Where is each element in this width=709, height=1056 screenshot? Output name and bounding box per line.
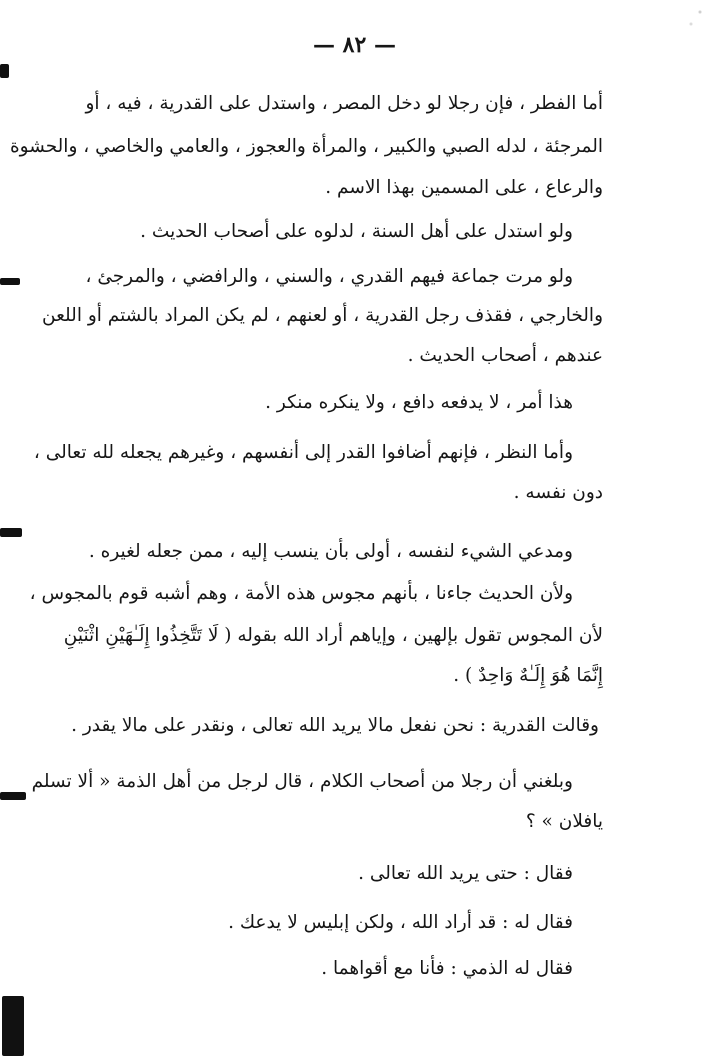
text-line: ولو مرت جماعة فيهم القدري ، والسني ، والرافضي ، والمرجئ ، [85,266,573,287]
text-line: عندهم ، أصحاب الحديث . [407,345,603,366]
text-line: والخارجي ، فقذف رجل القدرية ، أو لعنهم ، لم يكن المراد بالشتم أو اللعن [42,305,603,326]
text-line: فقال له الذمي : فأنا مع أقواهما . [321,958,573,979]
binding-mark-5 [2,996,24,1056]
text-line: أما الفطر ، فإن رجلا لو دخل المصر ، واستدل على القدرية ، فيه ، أو [85,93,603,114]
text-line: وأما النظر ، فإنهم أضافوا القدر إلى أنفسهم ، وغيرهم يجعله لله تعالى ، [33,442,573,463]
binding-mark-3 [0,528,22,537]
text-line: فقال : حتى يريد الله تعالى . [358,863,573,884]
text-line: لأن المجوس تقول بإلهين ، وإياهم أراد الله بقوله ( لَا تَتَّخِذُوا إِلَـٰهَيْنِ اثْنَيْنِ [63,625,603,646]
text-line: المرجئة ، لدله الصبي والكبير ، والمرأة والعجوز ، والعامي والخاصي ، والحشوة [9,136,603,157]
binding-mark-2 [0,278,20,285]
text-line: يافلان » ؟ [525,811,603,832]
text-line: وبلغني أن رجلا من أصحاب الكلام ، قال لرجل من أهل الذمة « ألا تسلم [31,771,573,792]
text-line: دون نفسه . [513,482,603,503]
text-line: ومدعي الشيء لنفسه ، أولى بأن ينسب إليه ، ممن جعله لغيره . [88,541,573,562]
binding-mark-1 [0,64,9,78]
text-line: والرعاع ، على المسمين بهذا الاسم . [325,177,603,198]
text-line: ولو استدل على أهل السنة ، لدلوه على أصحاب الحديث . [140,221,573,242]
text-line: وقالت القدرية : نحن نفعل مالا يريد الله تعالى ، ونقدر على مالا يقدر . [71,715,599,736]
page-number: — ٨٢ — [313,32,396,58]
text-line: فقال له : قد أراد الله ، ولكن إبليس لا يدعك . [228,912,573,933]
text-line: هذا أمر ، لا يدفعه دافع ، ولا ينكره منكر . [265,392,573,413]
binding-mark-4 [0,792,26,800]
text-line: ولأن الحديث جاءنا ، بأنهم مجوس هذه الأمة ، وهم أشبه قوم بالمجوس ، [29,583,573,604]
text-line: إِنَّمَا هُوَ إِلَـٰهٌ وَاحِدٌ ) . [453,665,603,686]
